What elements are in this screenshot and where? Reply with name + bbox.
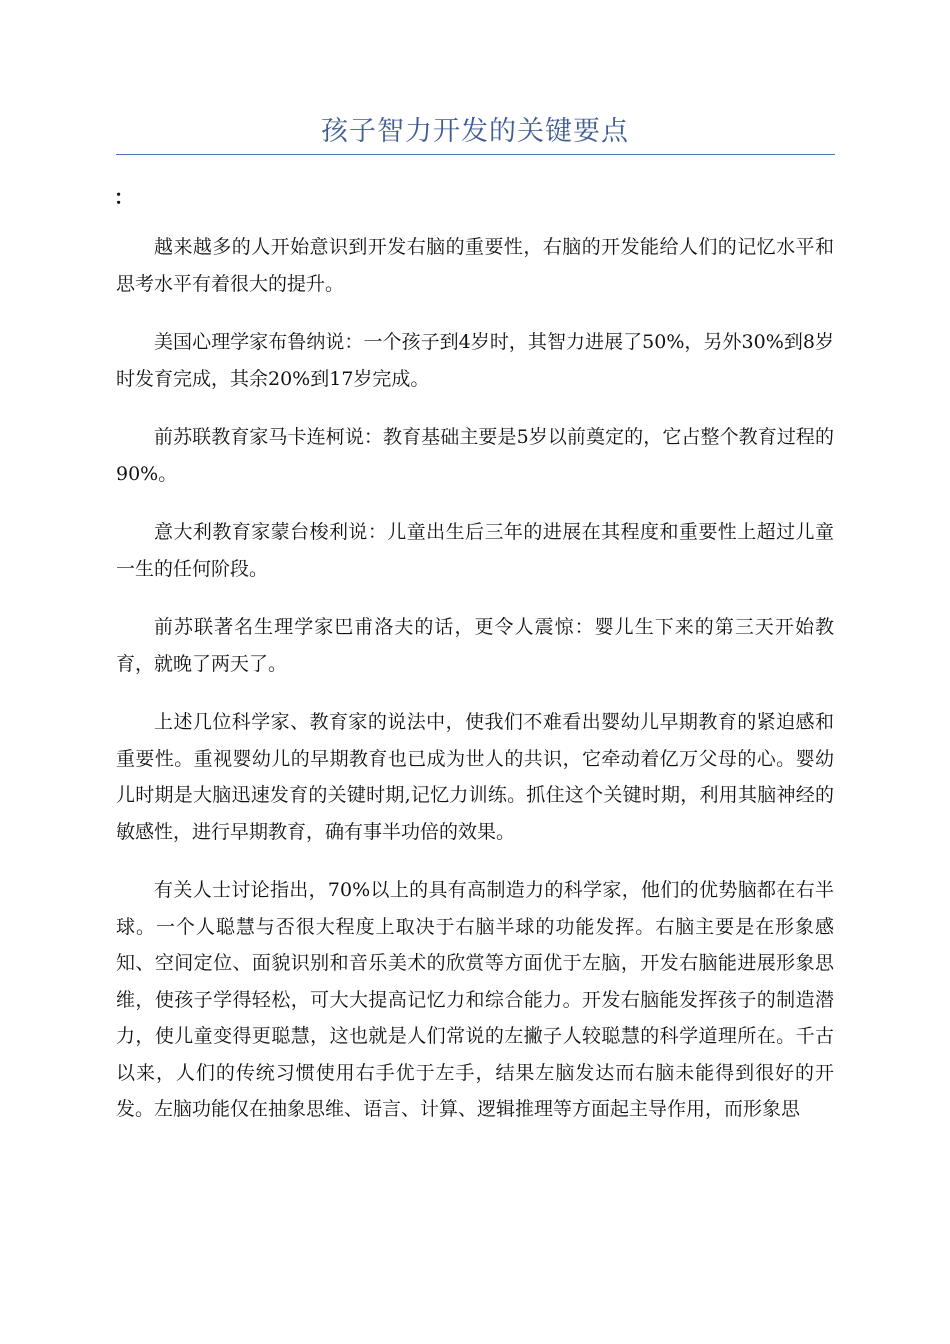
lead-mark: ：	[114, 185, 134, 209]
paragraph: 上述几位科学家、教育家的说法中，使我们不难看出婴幼儿早期教育的紧迫感和重要性。重视婴幼儿的早期教育也已成为世人的共识，它牵动着亿万父母的心。婴幼儿时期是大脑迅速发育的关键时期,记忆力训练。抓住这个关键时期，利用其脑神经的敏感性，进行早期教育，确有事半功倍的效果。	[116, 711, 834, 843]
document-body	[116, 229, 834, 1150]
document-title: 孩子智力开发的关键要点	[321, 116, 629, 147]
paragraph: 前苏联教育家马卡连柯说：教育基础主要是5岁以前奠定的，它占整个教育过程的90%。	[116, 426, 834, 485]
paragraph: 美国心理学家布鲁纳说：一个孩子到4岁时，其智力进展了50%，另外30%到8岁时发育完成，其余20%到17岁完成。	[116, 331, 834, 390]
paragraph: 意大利教育家蒙台梭利说：儿童出生后三年的进展在其程度和重要性上超过儿童一生的任何阶段。	[116, 521, 834, 580]
paragraph: 越来越多的人开始意识到开发右脑的重要性，右脑的开发能给人们的记忆水平和思考水平有着很大的提升。	[116, 236, 834, 295]
paragraph: 前苏联著名生理学家巴甫洛夫的话，更令人震惊：婴儿生下来的第三天开始教育，就晚了两天了。	[116, 616, 834, 675]
paragraph: 有关人士讨论指出，70%以上的具有高制造力的科学家，他们的优势脑都在右半球。一个人聪慧与否很大程度上取决于右脑半球的功能发挥。右脑主要是在形象感知、空间定位、面貌识别和音乐美术的欣赏等方面优于左脑，开发右脑能进展形象思维，使孩子学得轻松，可大大提高记忆力和综合能力。开发右脑能发挥孩子的制造潜力，使儿童变得更聪慧，这也就是人们常说的左撇子人较聪慧的科学道理所在。千古以来，人们的传统习惯使用右手优于左手，结果左脑发达而右脑未能得到很好的开发。左脑功能仅在抽象思维、语言、计算、逻辑推理等方面起主导作用，而形象思	[116, 879, 834, 1120]
title-underline	[116, 154, 835, 155]
